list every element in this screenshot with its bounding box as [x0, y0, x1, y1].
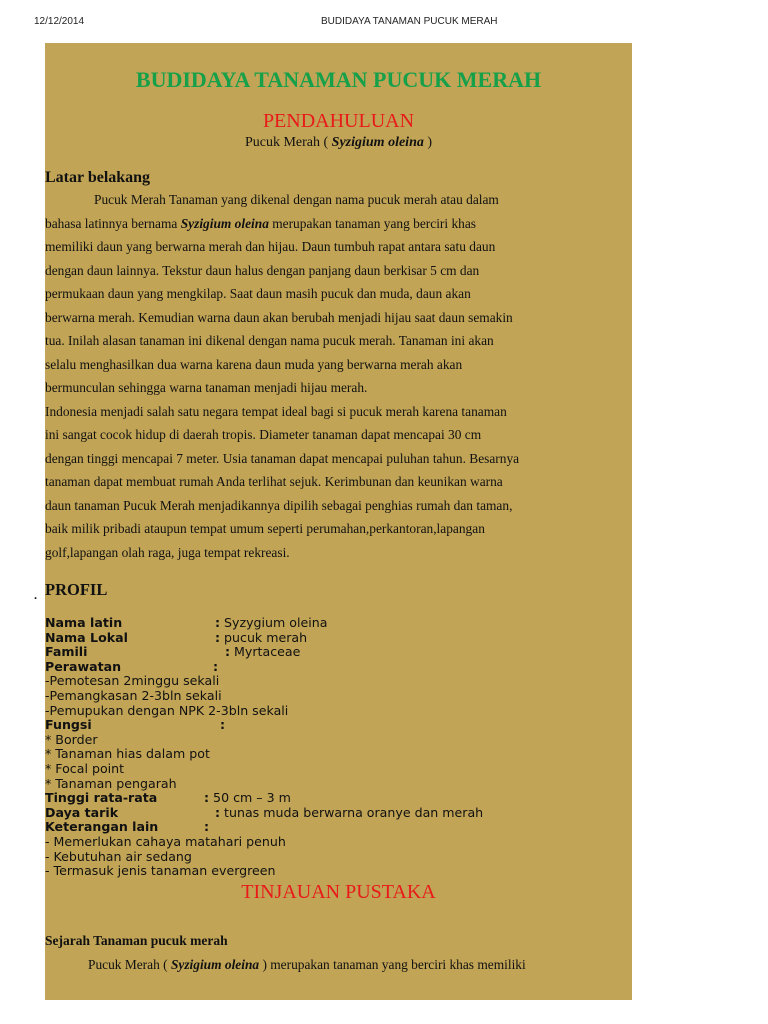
profil-row [45, 689, 483, 704]
sejarah-line-pre: Pucuk Merah ( [88, 957, 171, 972]
profil-value: - Termasuk jenis tanaman evergreen [45, 863, 276, 879]
profil-value: * Focal point [45, 760, 125, 776]
paragraph-line [45, 353, 519, 377]
profil-value: 50 cm – 3 m [209, 790, 291, 806]
sejarah-line [88, 953, 526, 977]
profil-label: Fungsi [45, 717, 92, 733]
line-text: Pucuk Merah Tanaman yang dikenal dengan nama pucuk merah atau dalam [94, 192, 499, 207]
line-text: dengan tinggi mencapai 7 meter. Usia tanaman dapat mencapai puluhan tahun. Besarnya [45, 450, 520, 466]
profil-list [45, 616, 483, 879]
profil-row [45, 631, 483, 646]
profil-value: * Border [45, 731, 98, 747]
species-line [45, 135, 632, 151]
profil-value: Syzygium oleina [220, 615, 328, 630]
profil-value: - Memerlukan cahaya matahari penuh [45, 833, 286, 849]
profil-row [45, 777, 483, 792]
profil-value: * Tanaman pengarah [45, 775, 177, 791]
profil-row [45, 645, 483, 660]
profil-value: -Pemupukan dengan NPK 2-3bln sekali [45, 702, 289, 718]
heading-latar-belakang: Latar belakang [45, 169, 151, 186]
profil-separator: : [215, 615, 221, 630]
line-text: ini sangat cocok hidup di daerah tropis. Diameter tanaman dapat mencapai 30 cm [45, 427, 482, 442]
paragraph-line [45, 517, 519, 541]
profil-value: tunas muda berwarna oranye dan merah [220, 804, 484, 820]
profil-bullet: . [34, 588, 37, 602]
profil-row [45, 791, 483, 806]
line-text: daun tanaman Pucuk Merah menjadikannya dipilih sebagai penghias rumah dan taman, [45, 497, 513, 513]
section-title-tinjauan: TINJAUAN PUSTAKA [241, 881, 436, 903]
line-text: baik milik pribadi ataupun tempat umum seperti perumahan,perkantoran,lapangan [45, 521, 485, 536]
profil-row [45, 616, 483, 631]
line-text: tua. Inilah alasan tanaman ini dikenal dengan nama pucuk merah. Tanaman ini akan [45, 333, 494, 348]
paragraph-line [45, 541, 519, 565]
paragraph-line [45, 470, 519, 494]
latar-belakang-paragraph [45, 188, 519, 564]
species-name-inline: Syzigium oleina [180, 215, 269, 231]
profil-label: Tinggi rata-rata [45, 790, 158, 806]
species-name: Syzigium oleina [331, 135, 424, 150]
profil-label: Nama Lokal [45, 629, 128, 645]
profil-value: -Pemangkasan 2-3bln sekali [45, 687, 222, 703]
line-text: dengan daun lainnya. Tekstur daun halus dengan panjang daun berkisar 5 cm dan [45, 262, 480, 278]
header-title: BUDIDAYA TANAMAN PUCUK MERAH [321, 16, 498, 27]
profil-row [45, 864, 483, 879]
paragraph-line [45, 376, 519, 400]
profil-separator: : [204, 819, 210, 835]
paragraph-line [45, 400, 519, 424]
sejarah-line-post: ) merupakan tanaman yang berciri khas memiliki [259, 957, 526, 972]
profil-separator: : [215, 804, 221, 820]
paragraph-line [45, 494, 519, 518]
profil-label: Nama latin [45, 615, 123, 630]
line-text: memiliki daun yang berwarna merah dan hijau. Daun tumbuh rapat antara satu daun [45, 239, 496, 254]
profil-label: Keterangan lain [45, 819, 159, 835]
profil-separator: : [215, 629, 221, 645]
profil-value: * Tanaman hias dalam pot [45, 746, 210, 762]
profil-separator: : [220, 717, 226, 733]
profil-separator: : [204, 790, 210, 806]
line-text: bermunculan sehingga warna tanaman menjadi hijau merah. [45, 380, 368, 395]
paragraph-line [45, 212, 519, 236]
profil-value: - Kebutuhan air sedang [45, 848, 192, 864]
profil-label: Perawatan [45, 658, 122, 674]
species-line-post: ) [423, 135, 433, 150]
profil-value: pucuk merah [220, 629, 308, 645]
profil-row [45, 835, 483, 850]
paragraph-line [45, 447, 519, 471]
line-text: selalu menghasilkan dua warna karena daun muda yang berwarna merah akan [45, 356, 463, 372]
line-text: berwarna merah. Kemudian warna daun akan berubah menjadi hijau saat daun semakin [45, 309, 513, 325]
profil-row [45, 762, 483, 777]
line-text: bahasa latinnya bernama [45, 215, 181, 231]
line-text: golf,lapangan olah raga, juga tempat rekreasi. [45, 544, 290, 560]
sejarah-species-name: Syzigium oleina [170, 957, 260, 972]
paragraph-line [45, 282, 519, 306]
profil-row [45, 806, 483, 821]
profil-label: Famili [45, 644, 88, 660]
paragraph-line [45, 329, 519, 353]
profil-row [45, 733, 483, 748]
profil-row [45, 718, 483, 733]
profil-value: -Pemotesan 2minggu sekali [45, 673, 220, 689]
line-text: permukaan daun yang mengkilap. Saat daun masih pucuk dan muda, daun akan [45, 286, 471, 301]
profil-row [45, 850, 483, 865]
header-date: 12/12/2014 [34, 16, 85, 27]
profil-value: Myrtaceae [230, 644, 301, 660]
profil-row [45, 704, 483, 719]
heading-profil: PROFIL [45, 580, 108, 599]
paragraph-line [45, 235, 519, 259]
paragraph-line [45, 423, 519, 447]
line-text: Indonesia menjadi salah satu negara tempat ideal bagi si pucuk merah karena tanaman [45, 403, 507, 419]
document-page [45, 43, 632, 1000]
paragraph-line [45, 188, 519, 212]
profil-label: Daya tarik [45, 804, 119, 820]
line-text: tanaman dapat membuat rumah Anda terlihat sejuk. Kerimbunan dan keunikan warna [45, 474, 503, 489]
profil-row [45, 747, 483, 762]
heading-sejarah: Sejarah Tanaman pucuk merah [45, 933, 228, 948]
paragraph-line [45, 259, 519, 283]
line-text-tail: merupakan tanaman yang berciri khas [268, 215, 476, 231]
paragraph-line [45, 306, 519, 330]
profil-separator: : [225, 644, 231, 660]
profil-separator: : [213, 658, 219, 674]
profil-row [45, 820, 483, 835]
profil-row [45, 660, 483, 675]
species-line-pre: Pucuk Merah ( [244, 135, 332, 150]
document-title: BUDIDAYA TANAMAN PUCUK MERAH [135, 67, 542, 92]
profil-row [45, 674, 483, 689]
section-title-pendahuluan: PENDAHULUAN [262, 110, 415, 132]
